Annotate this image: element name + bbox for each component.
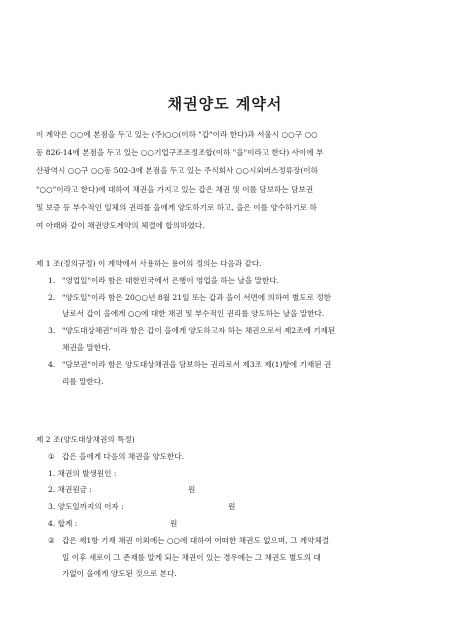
field-label: 3. 양도일까지의 이자 :: [48, 502, 124, 512]
article-1-heading: 제 1 조(정의규정) 이 계약에서 사용하는 용어의 정의는 다음과 같다.: [36, 259, 262, 268]
intro-line: "○○"이라고 한다)에 대하여 채권을 가지고 있는 갑은 채권 및 이를 담보하는 담보권: [36, 184, 314, 194]
item-number: 2.: [48, 292, 56, 302]
definition-item: [36, 357, 416, 391]
item-text: [62, 273, 416, 290]
intro-paragraph: [36, 126, 416, 235]
item-number: 4.: [48, 359, 56, 369]
clause-line: 가없이 을에게 양도된 것으로 본다.: [62, 569, 177, 579]
claim-field-interest: [36, 499, 416, 516]
article-1: [36, 256, 416, 390]
clause-line: 일 이후 새로이 그 존재를 알게 되는 채권이 있는 경우에는 그 채권도 별도의 대: [62, 552, 321, 562]
intro-line: 산광역시 ○○구 ○○동 502-3에 본점을 두고 있는 주식회사 ○○시외버스정류장(이하: [36, 166, 318, 176]
article-2: [36, 432, 416, 583]
clause-number: ②: [48, 535, 55, 545]
definition-item: [36, 273, 416, 290]
claim-field-cause: [36, 466, 416, 483]
item-line: "영업일"이라 함은 대한민국에서 은행이 영업을 하는 날을 말한다.: [62, 275, 280, 285]
definition-item: [36, 323, 416, 357]
item-text: [62, 323, 416, 357]
item-text: [62, 357, 416, 391]
item-line: 날로서 갑이 을에게 ○○에 대한 채권 및 부수적인 권리를 양도하는 날을 말한다.: [62, 309, 325, 319]
field-unit: 원: [170, 518, 178, 528]
clause-2: [36, 533, 416, 583]
definition-item: [36, 290, 416, 324]
intro-line: 여 아래와 같이 채권양도계약의 체결에 합의하였다.: [36, 221, 205, 231]
clause-text: 갑은 을에게 다음의 채권을 양도한다.: [62, 451, 185, 461]
field-label: 2. 채권원금 :: [48, 485, 92, 495]
item-number: 1.: [48, 275, 56, 285]
article-2-heading: 제 2 조(양도대상채권의 특정): [36, 435, 135, 444]
clause-line: 갑은 제1항 기재 채권 이외에는 ○○에 대하여 어떠한 채권도 없으며, 그 계약체결: [62, 535, 330, 545]
item-line: "양도일"이라 함은 20○○년 8월 21일 또는 갑과 을이 서면에 의하여 별도로 정한: [62, 292, 332, 302]
item-line: "담보권"이라 함은 양도대상채권을 담보하는 권리로서 제3조 제(1)항에 기재된 권: [62, 359, 332, 369]
intro-line: 동 826-14에 본점을 두고 있는 ○○기업구조조정조합(이하 "을"이라고 한다) 사이에 부: [36, 148, 324, 158]
intro-line: 이 계약은 ○○에 본점을 두고 있는 (주)○○(이하 "갑"이라 한다)과 서울시 ○○구 ○○: [36, 130, 318, 139]
intro-line: 및 보증 등 부수적인 일체의 권리를 을에게 양도하기로 하고, 을은 이를 양수하기로 하: [36, 202, 317, 212]
item-line: "양도대상채권"이라 함은 갑이 을에게 양도하고자 하는 채권으로서 제2조에 기재된: [62, 326, 336, 336]
claim-field-principal: [36, 482, 416, 499]
item-number: 3.: [48, 326, 56, 336]
item-line: 리를 말한다.: [62, 376, 104, 386]
field-unit: 원: [228, 502, 236, 512]
document-title: 채권양도 계약서: [167, 95, 283, 113]
field-unit: 원: [188, 485, 196, 495]
clause-number: ①: [48, 451, 55, 461]
clause-text: [62, 533, 416, 583]
item-line: 채권을 말한다.: [62, 342, 111, 352]
field-label: 4. 합계 :: [48, 518, 78, 528]
claim-field-total: [36, 516, 416, 533]
field-label: 1. 채권의 발생원인 :: [48, 468, 117, 478]
clause-1: [36, 449, 416, 466]
item-text: [62, 290, 416, 324]
